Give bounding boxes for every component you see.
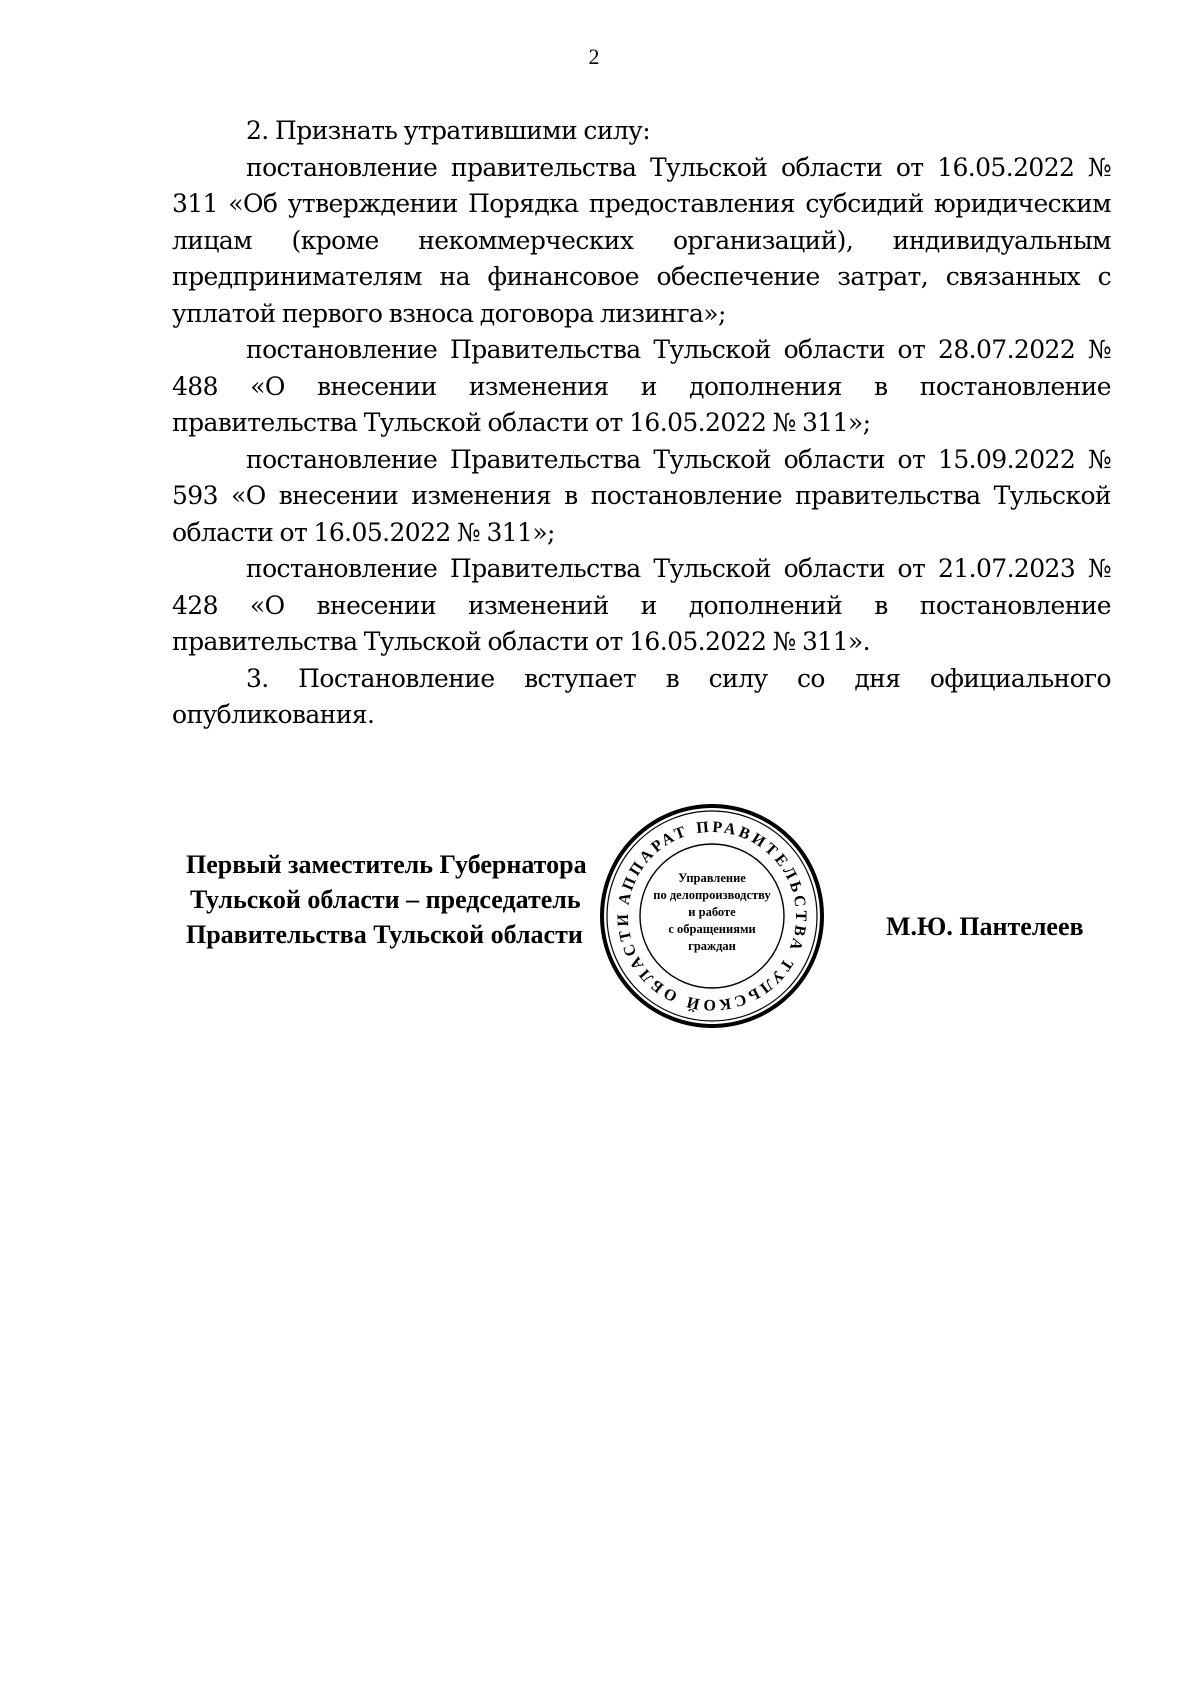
seal-center-line: Управление bbox=[678, 871, 746, 885]
signer-position-line: Тульской области – председатель bbox=[190, 885, 581, 914]
signature-block bbox=[186, 847, 587, 952]
seal-center-line: граждан bbox=[688, 939, 736, 953]
signer-name: М.Ю. Пантелеев bbox=[886, 912, 1084, 941]
paragraph-repealed-593: постановление Правительства Тульской области от 15.09.2022 № 593 «О внесении изменения в постановление правительства Тульской области от 16.05.2022 № 311»; bbox=[172, 444, 1111, 547]
document-body bbox=[172, 113, 1111, 734]
seal-center-line: по делопроизводству bbox=[653, 888, 771, 902]
paragraph-repealed-428: постановление Правительства Тульской области от 21.07.2023 № 428 «О внесении изменений и дополнений в постановление правительства Тульской области от 16.05.2022 № 311». bbox=[172, 554, 1111, 656]
signer-position-line: Правительства Тульской области bbox=[186, 920, 583, 949]
paragraph-repealed-311: постановление правительства Тульской области от 16.05.2022 № 311 «Об утверждении Порядка предоставления субсидий юридическим лицам (кроме некоммерческих организаций), индивидуальным предпринимателям на финансовое обеспечение затрат, связанных с уплатой первого взноса договора лизинга»; bbox=[172, 152, 1111, 328]
paragraph-item-3: 3. Постановление вступает в силу со дня официального опубликования. bbox=[172, 663, 1111, 729]
seal-center-line: с обращениями bbox=[668, 922, 756, 936]
seal-ring-textpath: АППАРАТ ПРАВИТЕЛЬСТВА ТУЛЬСКОЙ ОБЛАСТИ bbox=[614, 818, 810, 1014]
seal-center-line: и работе bbox=[688, 905, 736, 919]
paragraph-repealed-488: постановление Правительства Тульской области от 28.07.2022 № 488 «О внесении изменения и дополнения в постановление правительства Тульской области от 16.05.2022 № 311»; bbox=[172, 335, 1111, 437]
signer-position-line: Первый заместитель Губернатора bbox=[186, 850, 587, 879]
paragraph-item-2: 2. Признать утратившими силу: bbox=[246, 116, 651, 145]
page-number: 2 bbox=[588, 44, 600, 69]
seal-center-text bbox=[653, 871, 771, 953]
official-seal bbox=[598, 802, 826, 1030]
seal-graphic bbox=[598, 802, 826, 1030]
